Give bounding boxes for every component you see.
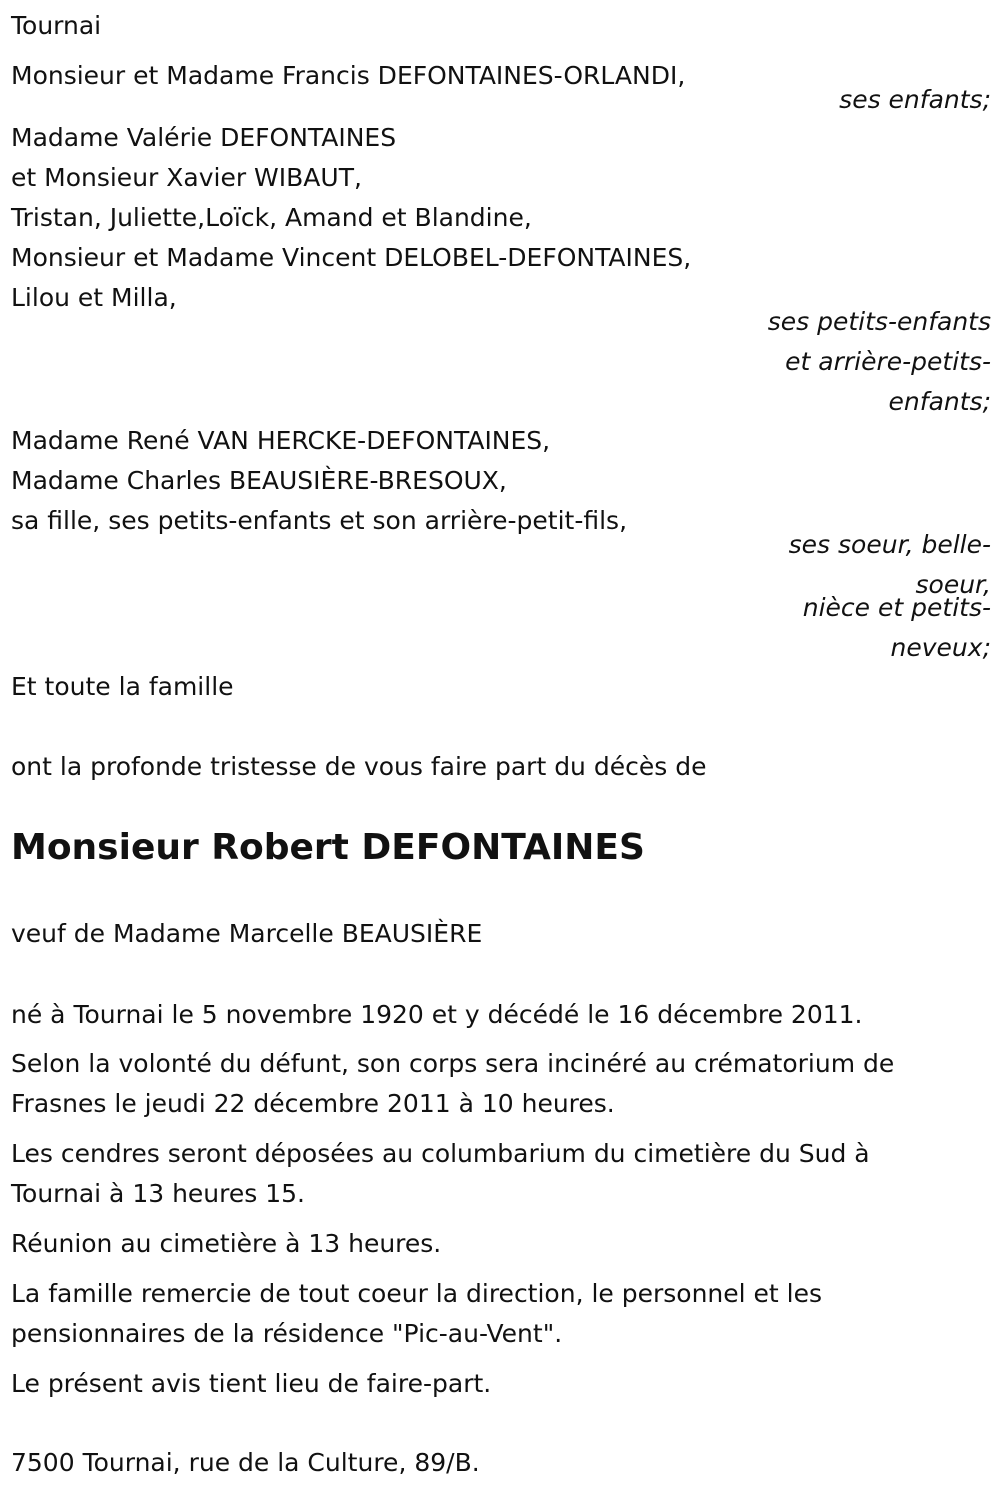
relation-grandchildren: enfants;	[888, 387, 991, 416]
detail-line: Les cendres seront déposées au columbarium du cimetière du Sud à	[11, 1139, 870, 1168]
birth-death: né à Tournai le 5 novembre 1920 et y décédé le 16 décembre 2011.	[11, 1000, 863, 1029]
sibling-line: Madame Charles BEAUSIÈRE-BRESOUX,	[11, 466, 507, 495]
grandchild-line: Tristan, Juliette,Loïck, Amand et Blandine,	[11, 203, 532, 232]
grandchild-line: Lilou et Milla,	[11, 283, 177, 312]
deceased-name: Monsieur Robert DEFONTAINES	[11, 827, 645, 868]
relation-grandchildren: et arrière-petits-	[785, 347, 991, 376]
relation-siblings: neveux;	[890, 633, 991, 662]
city: Tournai	[11, 11, 102, 40]
announcement: ont la profonde tristesse de vous faire part du décès de	[11, 752, 707, 781]
relation-siblings: nièce et petits-	[802, 593, 991, 622]
sibling-line: sa fille, ses petits-enfants et son arrière-petit-fils,	[11, 506, 628, 535]
detail-line: Selon la volonté du défunt, son corps sera incinéré au crématorium de	[11, 1049, 895, 1078]
grandchild-line: Monsieur et Madame Vincent DELOBEL-DEFONTAINES,	[11, 243, 692, 272]
child-line: Monsieur et Madame Francis DEFONTAINES-ORLANDI,	[11, 61, 686, 90]
detail-line: La famille remercie de tout coeur la direction, le personnel et les	[11, 1279, 823, 1308]
detail-line: Frasnes le jeudi 22 décembre 2011 à 10 heures.	[11, 1089, 615, 1118]
widower-line: veuf de Madame Marcelle BEAUSIÈRE	[11, 919, 483, 948]
address: 7500 Tournai, rue de la Culture, 89/B.	[11, 1448, 480, 1477]
detail-line: Réunion au cimetière à 13 heures.	[11, 1229, 442, 1258]
detail-line: pensionnaires de la résidence "Pic-au-Vent".	[11, 1319, 563, 1348]
relation-children: ses enfants;	[839, 85, 991, 114]
detail-line: Tournai à 13 heures 15.	[11, 1179, 305, 1208]
grandchild-line: Madame Valérie DEFONTAINES	[11, 123, 397, 152]
family-all: Et toute la famille	[11, 672, 234, 701]
relation-siblings: ses soeur, belle-	[788, 530, 991, 559]
relation-grandchildren: ses petits-enfants	[767, 307, 991, 336]
relation-siblings: soeur,	[915, 570, 991, 599]
sibling-line: Madame René VAN HERCKE-DEFONTAINES,	[11, 426, 551, 455]
grandchild-line: et Monsieur Xavier WIBAUT,	[11, 163, 362, 192]
detail-line: Le présent avis tient lieu de faire-part.	[11, 1369, 492, 1398]
